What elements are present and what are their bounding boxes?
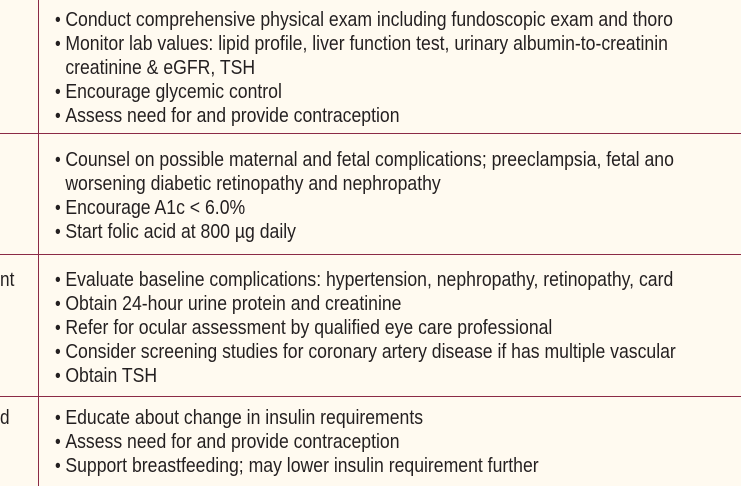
bullet-icon: • (55, 270, 61, 291)
table-row (55, 148, 741, 244)
list-item (55, 454, 741, 478)
list-item-text: Monitor lab values: lipid profile, liver function test, urinary albumin-to-creatinin (65, 32, 668, 55)
list-item-continuation (55, 172, 741, 196)
bullet-icon: • (55, 150, 61, 171)
list-item (55, 268, 741, 292)
row-label-fragment: nt (0, 269, 15, 291)
bullet-icon: • (55, 294, 61, 315)
list-item-text: Encourage A1c < 6.0% (65, 196, 246, 219)
list-item (55, 364, 741, 388)
list-item (55, 340, 741, 364)
bullet-icon: • (55, 456, 61, 477)
list-item-text: Obtain TSH (65, 364, 158, 387)
list-item (55, 316, 741, 340)
list-item-text: Assess need for and provide contraception (65, 430, 400, 453)
list-item-text: Consider screening studies for coronary artery disease if has multiple vascular (65, 340, 676, 363)
list-item-text: Counsel on possible maternal and fetal complications; preeclampsia, fetal ano (65, 148, 674, 171)
bullet-icon: • (55, 106, 61, 127)
list-item (55, 220, 741, 244)
table-row (55, 268, 741, 388)
list-item-text: Encourage glycemic control (65, 80, 282, 103)
bullet-icon: • (55, 342, 61, 363)
list-item (55, 148, 741, 172)
list-item-text: Evaluate baseline complications: hypertension, nephropathy, retinopathy, card (65, 268, 674, 291)
bullet-icon: • (55, 366, 61, 387)
list-item-text: Refer for ocular assessment by qualified eye care professional (65, 316, 553, 339)
row-divider (0, 133, 741, 134)
list-item (55, 406, 741, 430)
list-item (55, 104, 741, 128)
table-row (55, 406, 741, 478)
list-item-continuation (55, 56, 741, 80)
list-item-text: Support breastfeeding; may lower insulin requirement further (65, 454, 539, 477)
list-item-text: Conduct comprehensive physical exam including fundoscopic exam and thoro (65, 8, 673, 31)
bullet-icon: • (55, 198, 61, 219)
row-divider (0, 254, 741, 255)
row-divider (0, 396, 741, 397)
list-item (55, 80, 741, 104)
list-item-text: creatinine & eGFR, TSH (65, 56, 256, 79)
list-item-text: Start folic acid at 800 µg daily (65, 220, 296, 243)
list-item-text: Obtain 24-hour urine protein and creatinine (65, 292, 402, 315)
bullet-icon: • (55, 222, 61, 243)
bullet-icon: • (55, 318, 61, 339)
bullet-icon: • (55, 34, 61, 55)
list-item-text: Educate about change in insulin requirements (65, 406, 424, 429)
bullet-icon: • (55, 408, 61, 429)
list-item-text: worsening diabetic retinopathy and nephropathy (65, 172, 441, 195)
row-label-fragment: d (0, 407, 10, 429)
list-item (55, 32, 741, 56)
bullet-icon: • (55, 432, 61, 453)
list-item-text: Assess need for and provide contraception (65, 104, 400, 127)
bullet-icon: • (55, 82, 61, 103)
list-item (55, 8, 741, 32)
list-item (55, 430, 741, 454)
list-item (55, 292, 741, 316)
list-item (55, 196, 741, 220)
bullet-icon: • (55, 10, 61, 31)
table-row (55, 8, 741, 128)
